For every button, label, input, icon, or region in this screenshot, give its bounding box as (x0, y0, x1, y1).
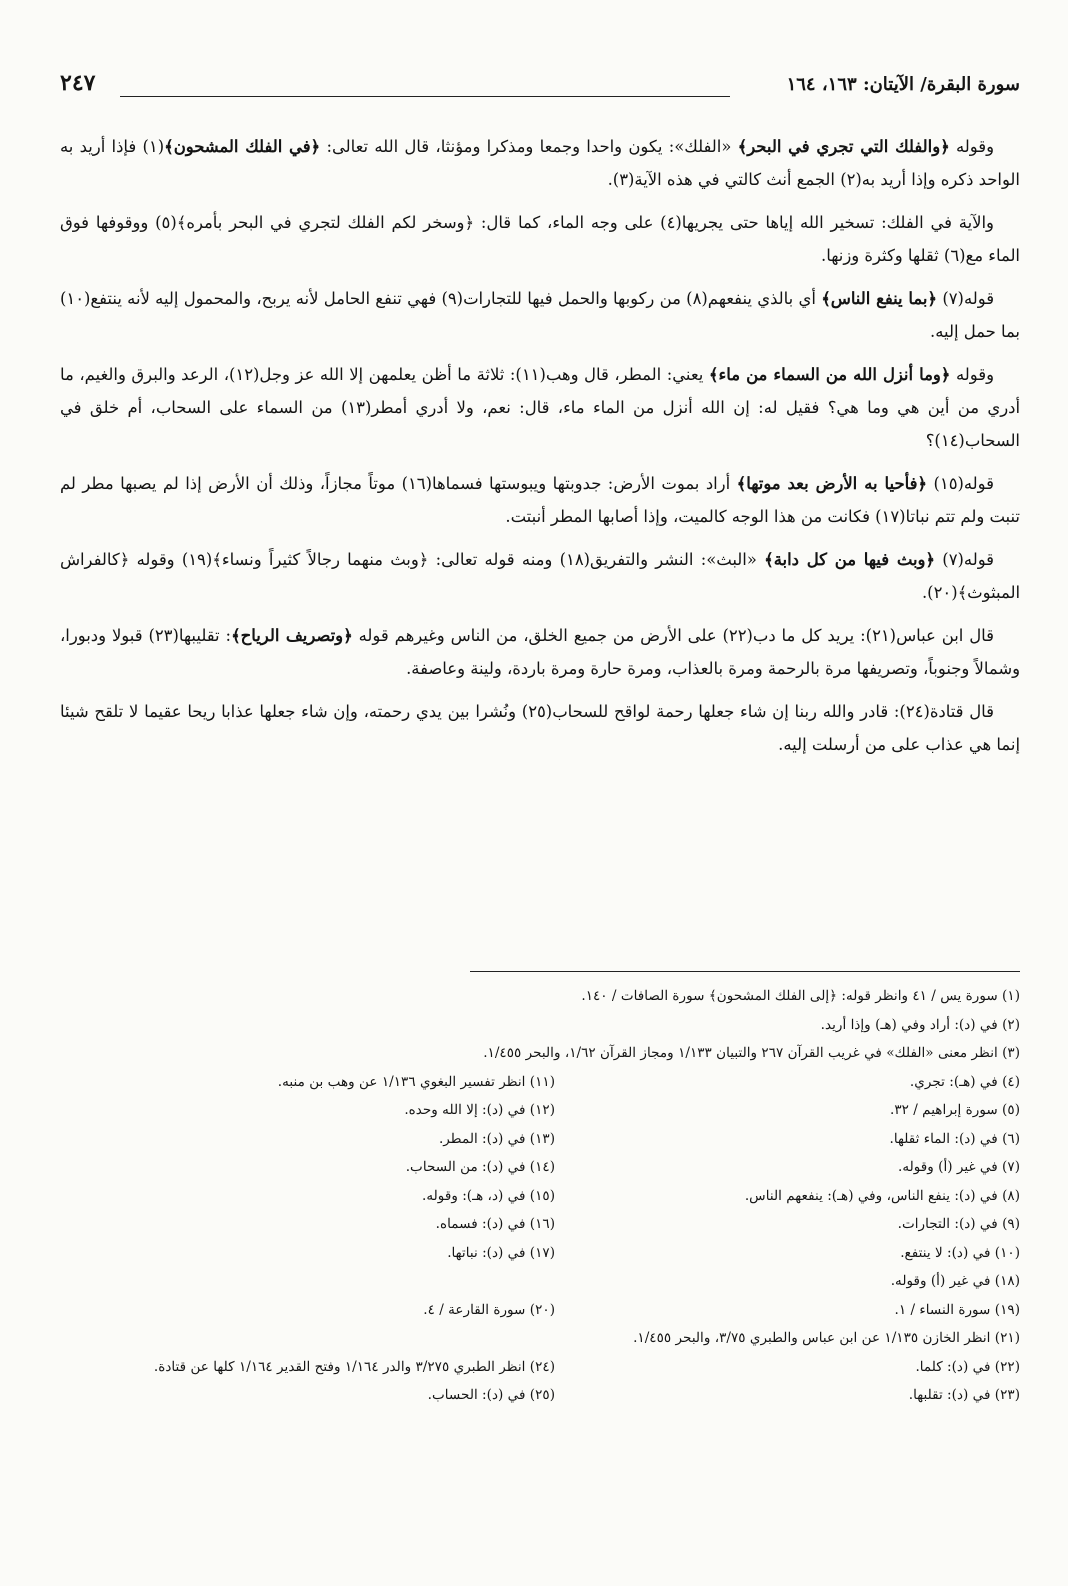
footnote: (١٤) في (د): من السحاب. (405, 1159, 555, 1175)
footnote-row (60, 1210, 1020, 1239)
footnote-row (60, 1239, 1020, 1268)
text-run: وقوله (949, 137, 994, 156)
text-run: : تقليبها(٢٣) قبولا ودبورا، وشمالاً وجنوباً، وتصريفها مرة بالرحمة ومرة بالعذاب، ومرة حارة ومرة باردة، ولينة وعاصفة. (60, 626, 1020, 678)
text-run: أراد بموت الأرض: جدوبتها ويبوستها فسماها(١٦) موتاً مجازاً، وذلك أن الأرض إذا لم يصبها مطر لم تنبت ولم تتم نباتا(١٧) فكانت من هذا الوجه كالميت، وإذا أصابها المطر أنبتت. (60, 474, 1020, 526)
quran-quote: ﴿والفلك التي تجري في البحر﴾ (737, 137, 950, 156)
footnote: (١٧) في (د): نباتها. (447, 1244, 555, 1261)
footnote: (١٩) سورة النساء / ١. (894, 1301, 1020, 1318)
quran-quote: ﴿بما ينفع الناس﴾ (821, 289, 938, 308)
footnotes (60, 982, 1020, 1410)
footnote-row (60, 1125, 1020, 1154)
footnote: (١) سورة يس / ٤١ وانظر قوله: ﴿إلى الفلك المشحون﴾ سورة الصافات / ١٤٠. (581, 988, 1020, 1004)
paragraph-ahya-ard (60, 467, 1020, 533)
footnote: (٨) في (د): ينفع الناس، وفي (هـ): ينفعهم الناس. (744, 1187, 1020, 1204)
text-run: وقوله (950, 365, 994, 384)
footnote: (٥) سورة إبراهيم / ٣٢. (890, 1102, 1020, 1118)
quran-quote: ﴿فأحيا به الأرض بعد موتها﴾ (736, 474, 928, 493)
text-run: «البث»: النشر والتفريق(١٨) ومنه قوله تعالى: ﴿وبث منهما رجالاً كثيراً ونساء﴾(١٩) وقوله ﴿كالفراش المبثوث﴾(٢٠). (60, 550, 1020, 602)
footnote: (٩) في (د): التجارات. (897, 1216, 1020, 1232)
footnote: (١٣) في (د): المطر. (438, 1130, 555, 1147)
footnote: (١٥) في (د، هـ): وقوله. (422, 1187, 555, 1204)
footnote-row (60, 1153, 1020, 1182)
footnote: (٢٢) في (د): كلما. (915, 1358, 1020, 1375)
footnote: (٢٠) سورة القارعة / ٤. (423, 1301, 555, 1318)
text-run: «الفلك»: يكون واحدا وجمعا ومذكرا ومؤنثا، قال الله تعالى: (320, 137, 738, 156)
text-run: قال ابن عباس(٢١): يريد كل ما دب(٢٢) على الأرض من جميع الخلق، من الناس وغيرهم قوله (352, 626, 994, 645)
paragraph-yanfa-annas (60, 282, 1020, 348)
text-run: (١) فإذا أريد به الواحد ذكره وإذا أريد به(٢) الجمع أنث كالتي في هذه الآية(٣). (60, 137, 1020, 189)
footnote: (٢) في (د): أراد وفي (هـ) وإذا أريد. (820, 1016, 1020, 1033)
header-rule (120, 96, 730, 97)
text-run: قوله(٧) (937, 289, 995, 308)
footnote: (١٢) في (د): إلا الله وحده. (404, 1102, 555, 1118)
text-run: والآية في الفلك: تسخير الله إياها حتى يجريها(٤) على وجه الماء، كما قال: ﴿وسخر لكم الفلك لتجري في البحر بأمره﴾(٥) ووقوفها فوق الماء مع(٦) ثقلها وكثرة وزنها. (60, 213, 1020, 265)
paragraph-bath (60, 543, 1020, 609)
footnote: (٢٥) في (د): الحساب. (427, 1387, 555, 1403)
paragraph-ayah-falak (60, 206, 1020, 272)
text-run: قال قتادة(٢٤): قادر والله ربنا إن شاء جعلها رحمة لواقح للسحاب(٢٥) ونُشرا بين يدي رحمته، وإن شاء جعلها عذابا ريحا عقيما لا تلقح شيئا إنما هي عذاب على من أرسلت إليه. (60, 702, 1020, 754)
footnote: (٣) انظر معنى «الفلك» في غريب القرآن ٢٦٧ والتبيان ١/١٣٣ ومجاز القرآن ١/٦٢، والبحر ١/٤٥٥. (483, 1045, 1020, 1061)
paragraph-tasrif-riyah (60, 619, 1020, 685)
footnote: (١٦) في (د): فسماه. (435, 1216, 555, 1232)
page-header (60, 70, 1020, 104)
footnote-row (60, 1068, 1020, 1097)
footnote-row (60, 1182, 1020, 1211)
quran-quote: ﴿وبث فيها من كل دابة﴾ (764, 550, 936, 569)
footnote: (٢١) انظر الخازن ١/١٣٥ عن ابن عباس والطبري ٣/٧٥، والبحر ١/٤٥٥. (633, 1330, 1020, 1346)
footnote: (٢٤) انظر الطبري ٣/٢٧٥ والدر ١/١٦٤ وفتح القدير ١/١٦٤ كلها عن قتادة. (153, 1358, 555, 1375)
quran-quote: ﴿وما أنزل الله من السماء من ماء﴾ (708, 365, 951, 384)
footnote: (٦) في (د): الماء ثقلها. (889, 1130, 1020, 1147)
text-run: قوله(٧) (935, 550, 994, 569)
footnote: (٤) في (هـ): تجري. (909, 1073, 1020, 1090)
page-number: ٢٤٧ (60, 70, 96, 96)
running-head-title: سورة البقرة/ الآيتان: ١٦٣، ١٦٤ (786, 74, 1020, 95)
quran-quote: ﴿في الفلك المشحون﴾ (164, 137, 321, 156)
footnote: (٢٣) في (د): تقلبها. (908, 1387, 1020, 1403)
footnote: (١٠) في (د): لا ينتفع. (900, 1244, 1020, 1261)
footnote-row (60, 1296, 1020, 1325)
footnote: (١١) انظر تفسير البغوي ١/١٣٦ عن وهب بن منبه. (277, 1073, 555, 1090)
paragraph-falak (60, 130, 1020, 196)
main-text (60, 130, 1020, 771)
text-run: أي بالذي ينفعهم(٨) من ركوبها والحمل فيها للتجارات(٩) فهي تنفع الحامل لأنه يربح، والمحمول إليه لأنه ينتفع(١٠) بما حمل إليه. (60, 289, 1020, 341)
text-run: يعني: المطر، قال وهب(١١): ثلاثة ما أظن يعلمهن إلا الله عز وجل(١٢)، الرعد والبرق والغيم، ما أدري من أين هي وما هي؟ فقيل له: إن الله أنزل من الماء ماء، قال: نعم، ولا أدري أمطر(١٣) من السماء على السحاب، أم خلق في السحاب(١٤)؟ (60, 365, 1020, 450)
text-run: قوله(١٥) (927, 474, 994, 493)
footnote-separator (470, 971, 1020, 972)
footnote-row (60, 1353, 1020, 1382)
footnote-row (60, 1381, 1020, 1410)
footnote-row (60, 1096, 1020, 1125)
paragraph-qatada (60, 695, 1020, 761)
quran-quote: ﴿وتصريف الرياح﴾ (231, 626, 353, 645)
footnote: (١٨) في غير (أ) وقوله. (890, 1273, 1020, 1289)
paragraph-anzal-maa (60, 358, 1020, 457)
footnote: (٧) في غير (أ) وقوله. (898, 1159, 1020, 1175)
